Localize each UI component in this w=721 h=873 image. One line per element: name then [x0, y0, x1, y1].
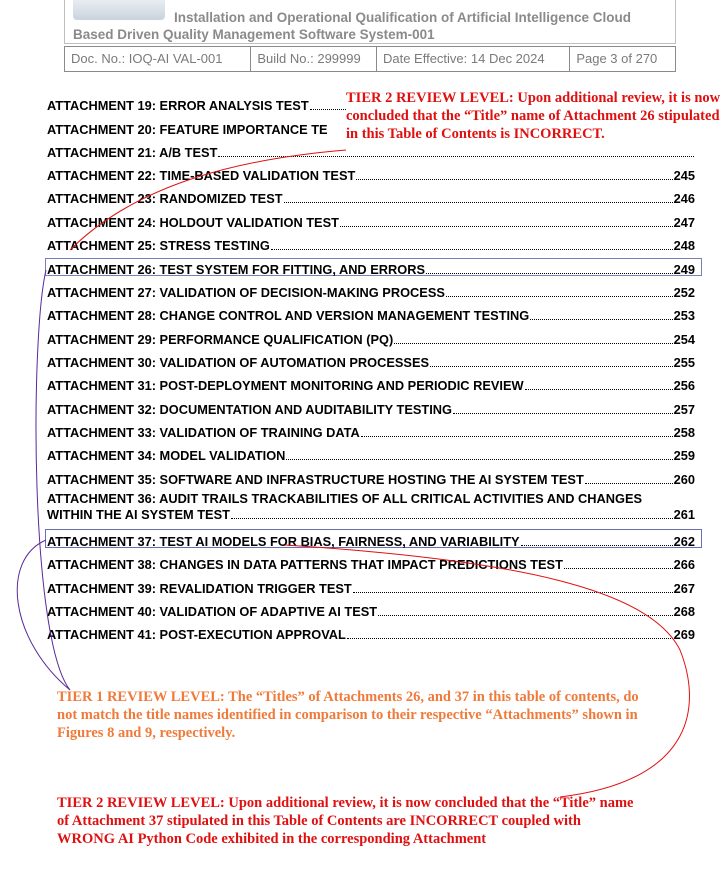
toc-entry[interactable]: ATTACHMENT 41: POST-EXECUTION APPROVAL 269 [47, 627, 695, 642]
build-number: Build No.: 299999 [251, 47, 377, 71]
connector-tier2-bottom [285, 545, 689, 797]
toc-entry[interactable]: ATTACHMENT 31: POST-DEPLOYMENT MONITORING AND PERIODIC REVIEW 256 [47, 378, 695, 393]
document-title: Installation and Operational Qualification of Artificial Intelligence Cloud Based Driven Quality Management Software System-001 [73, 10, 632, 42]
tier1-review-note: TIER 1 REVIEW LEVEL: The “Titles” of Attachments 26, and 37 in this table of contents, do not match the title names identified in comparison to their respective “Attachments” shown in Figures 8 and 9, respectively. [57, 689, 639, 741]
tier2-review-note-top: TIER 2 REVIEW LEVEL: Upon additional review, it is now concluded that the “Title” name of Attachment 26 stipulated in this Table of Contents is INCORRECT. [346, 90, 721, 142]
doc-number: Doc. No.: IOQ-AI VAL-001 [65, 47, 251, 71]
toc-entry-line: ATTACHMENT 36: AUDIT TRAILS TRACKABILITIES OF ALL CRITICAL ACTIVITIES AND CHANGES [47, 491, 643, 506]
toc-entry-attachment-36[interactable]: ATTACHMENT 36: AUDIT TRAILS TRACKABILITIES OF ALL CRITICAL ACTIVITIES AND CHANGES WITHIN THE AI SYSTEM TEST 261 [47, 491, 695, 522]
toc-entry[interactable]: ATTACHMENT 33: VALIDATION OF TRAINING DATA 258 [47, 425, 695, 440]
toc-entry[interactable]: ATTACHMENT 34: MODEL VALIDATION 259 [47, 448, 695, 463]
toc-entry[interactable]: ATTACHMENT 39: REVALIDATION TRIGGER TEST 267 [47, 581, 695, 596]
toc-entry[interactable]: ATTACHMENT 24: HOLDOUT VALIDATION TEST 247 [47, 215, 695, 230]
toc-entry[interactable]: ATTACHMENT 27: VALIDATION OF DECISION-MAKING PROCESS 252 [47, 285, 695, 300]
toc-entry[interactable]: ATTACHMENT 30: VALIDATION OF AUTOMATION PROCESSES 255 [47, 355, 695, 370]
toc-entry[interactable]: ATTACHMENT 23: RANDOMIZED TEST 246 [47, 191, 695, 206]
toc-entry[interactable]: ATTACHMENT 40: VALIDATION OF ADAPTIVE AI TEST 268 [47, 604, 695, 619]
toc-entry[interactable]: ATTACHMENT 21: A/B TEST [47, 140, 695, 160]
toc-entry[interactable]: ATTACHMENT 38: CHANGES IN DATA PATTERNS THAT IMPACT PREDICTIONS TEST 266 [47, 557, 695, 572]
toc-entry[interactable]: ATTACHMENT 29: PERFORMANCE QUALIFICATION (PQ) 254 [47, 332, 695, 347]
toc-entry-attachment-37[interactable]: ATTACHMENT 37: TEST AI MODELS FOR BIAS, FAIRNESS, AND VARIABILITY 262 [47, 534, 695, 549]
connector-tier1-37 [17, 540, 70, 690]
toc-entry-attachment-26[interactable]: ATTACHMENT 26: TEST SYSTEM FOR FITTING, AND ERRORS 249 [47, 262, 695, 277]
toc-entry[interactable]: ATTACHMENT 28: CHANGE CONTROL AND VERSION MANAGEMENT TESTING 253 [47, 308, 695, 323]
tier2-review-note-bottom: TIER 2 REVIEW LEVEL: Upon additional review, it is now concluded that the “Title” name of Attachment 37 stipulated in this Table of Contents are INCORRECT coupled with WRONG AI Python Code exhibited in the corresponding Attachment [57, 795, 634, 847]
toc-entry[interactable]: ATTACHMENT 32: DOCUMENTATION AND AUDITABILITY TESTING 257 [47, 402, 695, 417]
date-effective: Date Effective: 14 Dec 2024 [377, 47, 570, 71]
connector-tier1-26 [36, 270, 70, 690]
toc-entry[interactable]: ATTACHMENT 35: SOFTWARE AND INFRASTRUCTURE HOSTING THE AI SYSTEM TEST 260 [47, 472, 695, 487]
toc-entry[interactable]: ATTACHMENT 22: TIME-BASED VALIDATION TEST 245 [47, 168, 695, 183]
toc-entry[interactable]: ATTACHMENT 19: ERROR ANALYSIS TEST [47, 93, 695, 113]
connector-tier2-top [70, 150, 346, 250]
toc-entry[interactable]: ATTACHMENT 25: STRESS TESTING 248 [47, 238, 695, 253]
toc-entry[interactable]: ATTACHMENT 20: FEATURE IMPORTANCE TE [47, 122, 328, 137]
page-number: Page 3 of 270 [576, 51, 658, 66]
